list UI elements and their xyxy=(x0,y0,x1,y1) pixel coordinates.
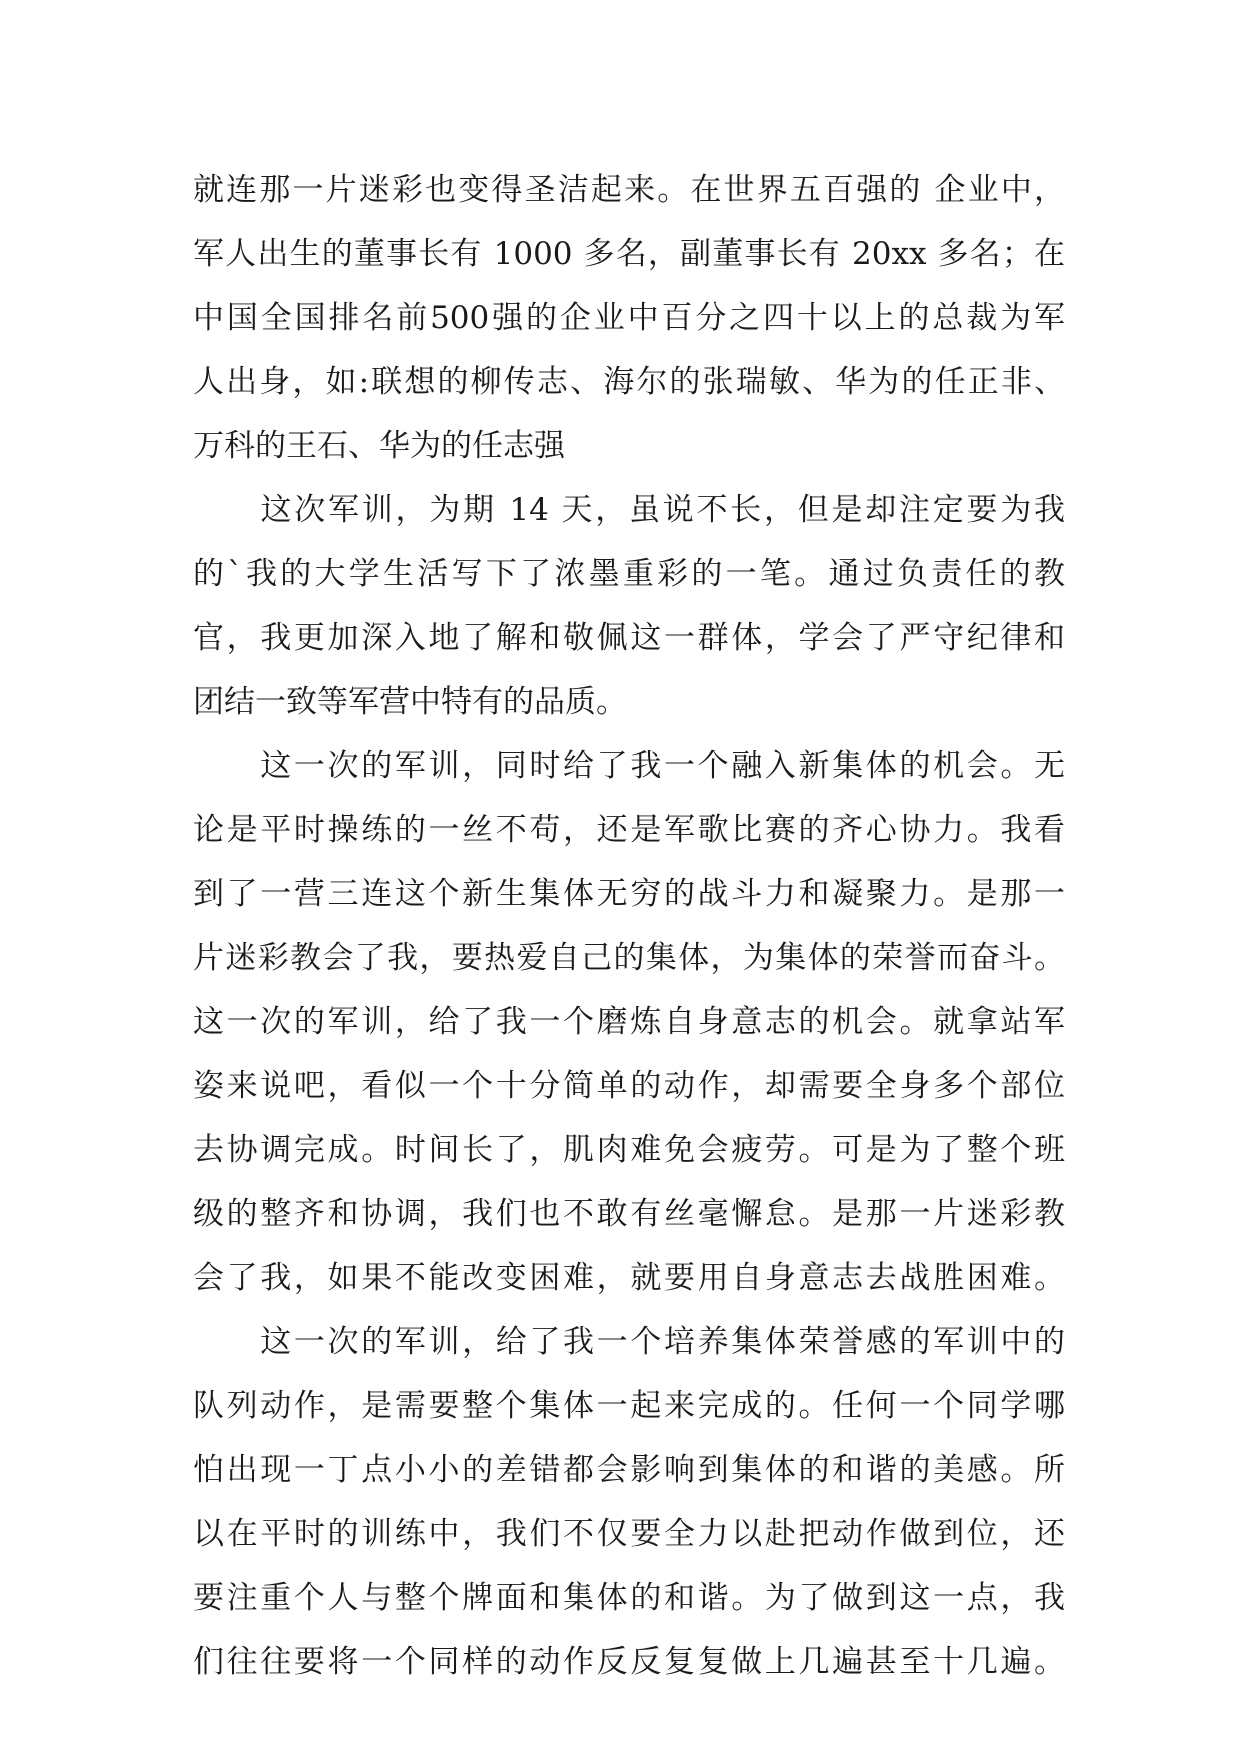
text-line: 这一次的军训，给了我一个磨炼自身意志的机会。就拿站军 xyxy=(193,1004,1065,1040)
text-line: 团结一致等军营中特有的品质。 xyxy=(193,684,627,720)
text-line: 这一次的军训，给了我一个培养集体荣誉感的军训中的 xyxy=(193,1324,1065,1360)
text-line: 到了一营三连这个新生集体无穷的战斗力和凝聚力。是那一 xyxy=(193,876,1065,912)
text-line: 去协调完成。时间长了，肌肉难免会疲劳。可是为了整个班 xyxy=(193,1132,1065,1168)
text-line: 会了我，如果不能改变困难，就要用自身意志去战胜困难。 xyxy=(193,1260,1065,1296)
text-line: 要注重个人与整个牌面和集体的和谐。为了做到这一点，我 xyxy=(193,1580,1065,1616)
text-line: 以在平时的训练中，我们不仅要全力以赴把动作做到位，还 xyxy=(193,1516,1065,1552)
text-line: 论是平时操练的一丝不苟，还是军歌比赛的齐心协力。我看 xyxy=(193,812,1065,848)
text-line: 的`我的大学生活写下了浓墨重彩的一笔。通过负责任的教 xyxy=(193,556,1065,592)
text-line: 就连那一片迷彩也变得圣洁起来。在世界五百强的 企业中， xyxy=(193,172,1065,208)
text-line: 万科的王石、华为的任志强 xyxy=(193,428,565,464)
text-line: 们往往要将一个同样的动作反反复复做上几遍甚至十几遍。 xyxy=(193,1644,1065,1680)
document-body xyxy=(193,158,1065,1694)
text-line: 片迷彩教会了我，要热爱自己的集体，为集体的荣誉而奋斗。 xyxy=(193,940,1065,976)
text-line: 这一次的军训，同时给了我一个融入新集体的机会。无 xyxy=(193,748,1065,784)
text-line: 怕出现一丁点小小的差错都会影响到集体的和谐的美感。所 xyxy=(193,1452,1065,1488)
text-line: 级的整齐和协调，我们也不敢有丝毫懈怠。是那一片迷彩教 xyxy=(193,1196,1065,1232)
text-line: 中国全国排名前500强的企业中百分之四十以上的总裁为军 xyxy=(193,300,1065,336)
text-line: 军人出生的董事长有 1000 多名，副董事长有 20xx 多名；在 xyxy=(193,236,1065,272)
text-line: 队列动作，是需要整个集体一起来完成的。任何一个同学哪 xyxy=(193,1388,1065,1424)
text-line: 官，我更加深入地了解和敬佩这一群体，学会了严守纪律和 xyxy=(193,620,1065,656)
text-line: 人出身，如:联想的柳传志、海尔的张瑞敏、华为的任正非、 xyxy=(193,364,1065,400)
text-line: 姿来说吧，看似一个十分简单的动作，却需要全身多个部位 xyxy=(193,1068,1065,1104)
text-line: 这次军训，为期 14 天，虽说不长，但是却注定要为我 xyxy=(193,492,1065,528)
